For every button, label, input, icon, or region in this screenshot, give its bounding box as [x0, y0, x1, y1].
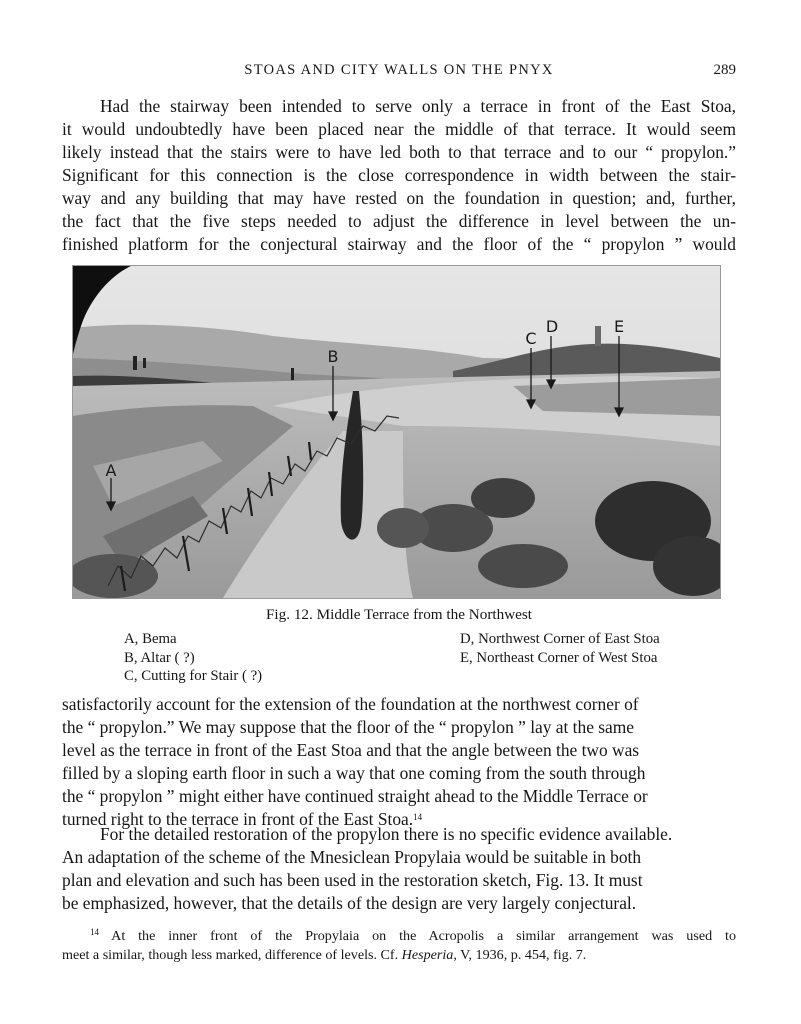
- text-line: the fact that the five steps needed to adjust the difference in level between the un-: [62, 211, 736, 231]
- photo-label-b: B: [327, 347, 339, 366]
- journal-title: Hesperia: [401, 947, 454, 963]
- text-line: way and any building that may have rested on the foundation in question; and, further,: [62, 188, 736, 208]
- paragraph-2: [62, 693, 736, 831]
- photo-label-c: C: [525, 329, 537, 348]
- text-line: likely instead that the stairs were to have led both to that terrace and to our “ propylon.”: [62, 142, 736, 162]
- text-line: For the detailed restoration of the propylon there is no specific evidence available.: [100, 824, 673, 844]
- footnote-reference: 14: [413, 812, 423, 822]
- text-line: the “ propylon.” We may suppose that the floor of the “ propylon ” lay at the same: [62, 717, 635, 737]
- figure-legend-right: [460, 630, 660, 667]
- text-line: An adaptation of the scheme of the Mnesiclean Propylaia would be suitable in both: [62, 847, 642, 867]
- paragraph-1: [62, 95, 736, 256]
- photo-label-e: E: [613, 317, 625, 336]
- legend-item: A, Bema: [124, 631, 177, 647]
- text-line: Significant for this connection is the close correspondence in width between the stair-: [62, 165, 736, 185]
- text-line: filled by a sloping earth floor in such a way that one coming from the south through: [62, 763, 646, 783]
- footnote-14: [62, 927, 736, 965]
- footnote-number: 14: [90, 927, 99, 937]
- footnote-line: [62, 946, 736, 965]
- text-line: be emphasized, however, that the details of the design are very largely conjectural.: [62, 893, 637, 913]
- footnote-text: At the inner front of the Propylaia on the Acropolis a similar arrangement was used to: [111, 928, 737, 944]
- text-line: plan and elevation and such has been used in the restoration sketch, Fig. 13. It must: [62, 870, 643, 890]
- photo-label-d: D: [545, 317, 559, 336]
- paragraph-3: [62, 823, 736, 915]
- text-line: Had the stairway been intended to serve only a terrace in front of the East Stoa,: [100, 96, 736, 116]
- figure-caption: Fig. 12. Middle Terrace from the Northwest: [265, 606, 533, 623]
- running-title: STOAS AND CITY WALLS ON THE PNYX: [244, 62, 554, 78]
- legend-item: B, Altar ( ?): [124, 649, 195, 666]
- text-line: the “ propylon ” might either have continued straight ahead to the Middle Terrace or: [62, 786, 648, 806]
- legend-item: D, Northwest Corner of East Stoa: [460, 631, 660, 647]
- figure-legend-left: [124, 630, 262, 686]
- footnote-text: meet a similar, though less marked, difference of levels. Cf.: [62, 947, 402, 963]
- legend-item: E, Northeast Corner of West Stoa: [460, 649, 658, 666]
- text-line: it would undoubtedly have been placed near the middle of that terrace. It would seem: [62, 119, 736, 139]
- page-header: [62, 62, 736, 84]
- legend-item: C, Cutting for Stair ( ?): [124, 668, 263, 684]
- footnote-text: , V, 1936, p. 454, fig. 7.: [453, 947, 587, 963]
- figure-photograph: [72, 265, 721, 599]
- footnote-line: [62, 927, 736, 946]
- text-line: satisfactorily account for the extension of the foundation at the northwest corner of: [62, 694, 639, 714]
- text-line: finished platform for the conjectural stairway and the floor of the “ propylon ” would: [62, 234, 736, 254]
- page-number: 289: [713, 62, 736, 78]
- photo-label-a: A: [105, 461, 117, 480]
- text-line-content: turned right to the terrace in front of the East Stoa.: [62, 809, 414, 829]
- text-line: level as the terrace in front of the East Stoa and that the angle between the two was: [62, 740, 640, 760]
